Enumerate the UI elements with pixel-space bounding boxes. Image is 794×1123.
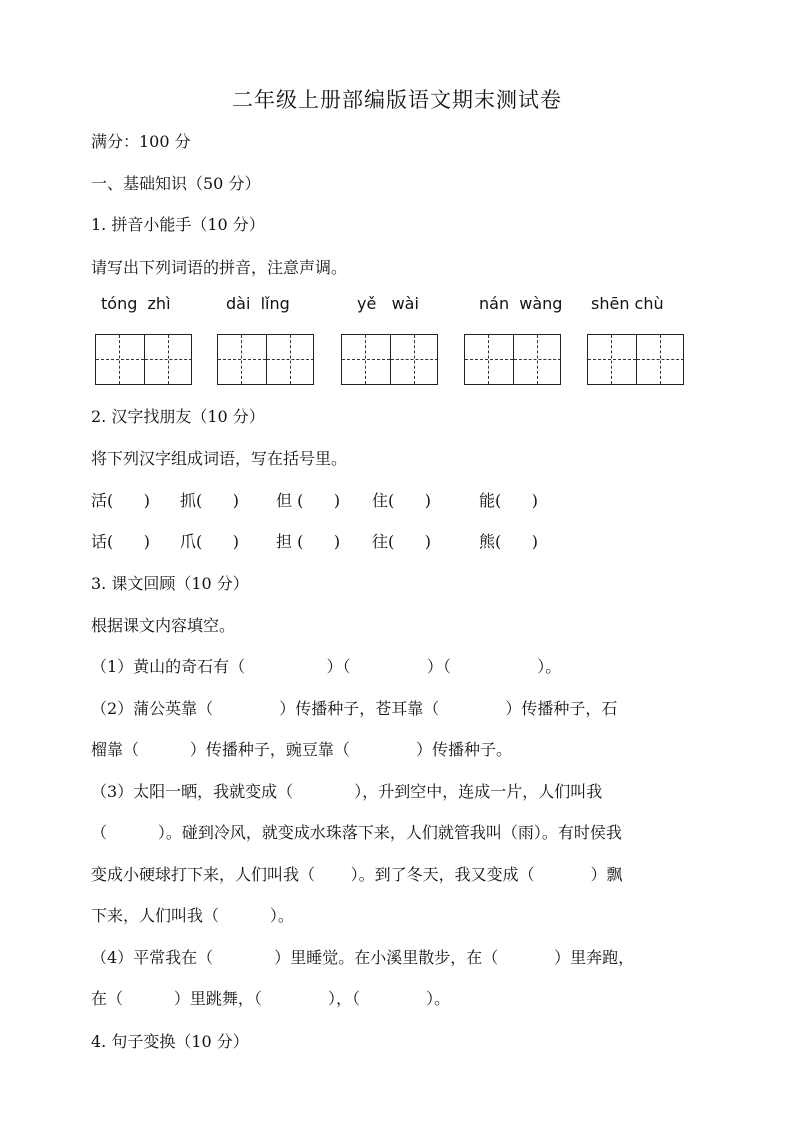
word-blank[interactable]: 活( ) <box>91 491 151 510</box>
question-3-instruction: 根据课文内容填空。 <box>91 616 236 635</box>
word-blank[interactable]: 抓( ) <box>180 491 240 510</box>
fill-blank-line[interactable]: （4）平常我在（ ）里睡觉。在小溪里散步，在（ ）里奔跑， <box>91 948 635 967</box>
writing-grid[interactable] <box>341 334 438 385</box>
fill-blank-line[interactable]: （3）太阳一晒，我就变成（ ），升到空中，连成一片，人们叫我 <box>91 782 603 801</box>
fill-blank-line[interactable]: 榴靠（ ）传播种子，豌豆靠（ ）传播种子。 <box>91 740 512 759</box>
grid-cell[interactable] <box>636 335 684 384</box>
full-score: 满分：100 分 <box>91 132 191 151</box>
pinyin-label: yě wài <box>357 294 419 313</box>
pinyin-label: dài lǐng <box>226 294 290 313</box>
word-blank[interactable]: 爪( ) <box>180 532 240 551</box>
pinyin-label: tóng zhì <box>101 294 171 313</box>
question-4-heading: 4. 句子变换（10 分） <box>91 1032 249 1051</box>
grid-cell[interactable] <box>465 335 513 384</box>
fill-blank-line[interactable]: （ ）。碰到冷风，就变成水珠落下来，人们就管我叫（雨）。有时侯我 <box>91 823 622 842</box>
word-blank[interactable]: 熊( ) <box>479 532 539 551</box>
writing-grid[interactable] <box>587 334 684 385</box>
word-blank[interactable]: 往( ) <box>372 532 432 551</box>
grid-cell[interactable] <box>144 335 192 384</box>
question-2-instruction: 将下列汉字组成词语，写在括号里。 <box>91 449 348 468</box>
question-3-heading: 3. 课文回顾（10 分） <box>91 574 249 593</box>
grid-cell[interactable] <box>588 335 636 384</box>
word-blank[interactable]: 能( ) <box>479 491 539 510</box>
fill-blank-line[interactable]: 在（ ）里跳舞，（ ），（ ）。 <box>91 989 451 1008</box>
grid-cell[interactable] <box>218 335 266 384</box>
word-blank[interactable]: 担 ( ) <box>276 532 341 551</box>
fill-blank-line[interactable]: （1）黄山的奇石有（ ）（ ）（ ）。 <box>91 657 562 676</box>
section-heading: 一、基础知识（50 分） <box>91 174 261 193</box>
fill-blank-line[interactable]: 下来，人们叫我（ ）。 <box>91 906 294 925</box>
grid-cell[interactable] <box>266 335 314 384</box>
grid-cell[interactable] <box>513 335 561 384</box>
fill-blank-line[interactable]: 变成小硬球打下来，人们叫我（ ）。到了冬天，我又变成（ ）飘 <box>91 865 623 884</box>
grid-cell[interactable] <box>342 335 390 384</box>
question-1-instruction: 请写出下列词语的拼音，注意声调。 <box>91 258 348 277</box>
word-blank[interactable]: 话( ) <box>91 532 151 551</box>
word-blank[interactable]: 住( ) <box>372 491 432 510</box>
writing-grid[interactable] <box>464 334 561 385</box>
pinyin-label: shēn chù <box>591 294 664 313</box>
grid-cell[interactable] <box>96 335 144 384</box>
pinyin-label: nán wàng <box>479 294 563 313</box>
fill-blank-line[interactable]: （2）蒲公英靠（ ）传播种子，苍耳靠（ ）传播种子，石 <box>91 699 618 718</box>
writing-grid[interactable] <box>217 334 314 385</box>
question-1-heading: 1. 拼音小能手（10 分） <box>91 215 265 234</box>
page-title: 二年级上册部编版语文期末测试卷 <box>232 88 562 112</box>
word-blank[interactable]: 但 ( ) <box>276 491 341 510</box>
writing-grid[interactable] <box>95 334 192 385</box>
question-2-heading: 2. 汉字找朋友（10 分） <box>91 407 265 426</box>
grid-cell[interactable] <box>390 335 438 384</box>
